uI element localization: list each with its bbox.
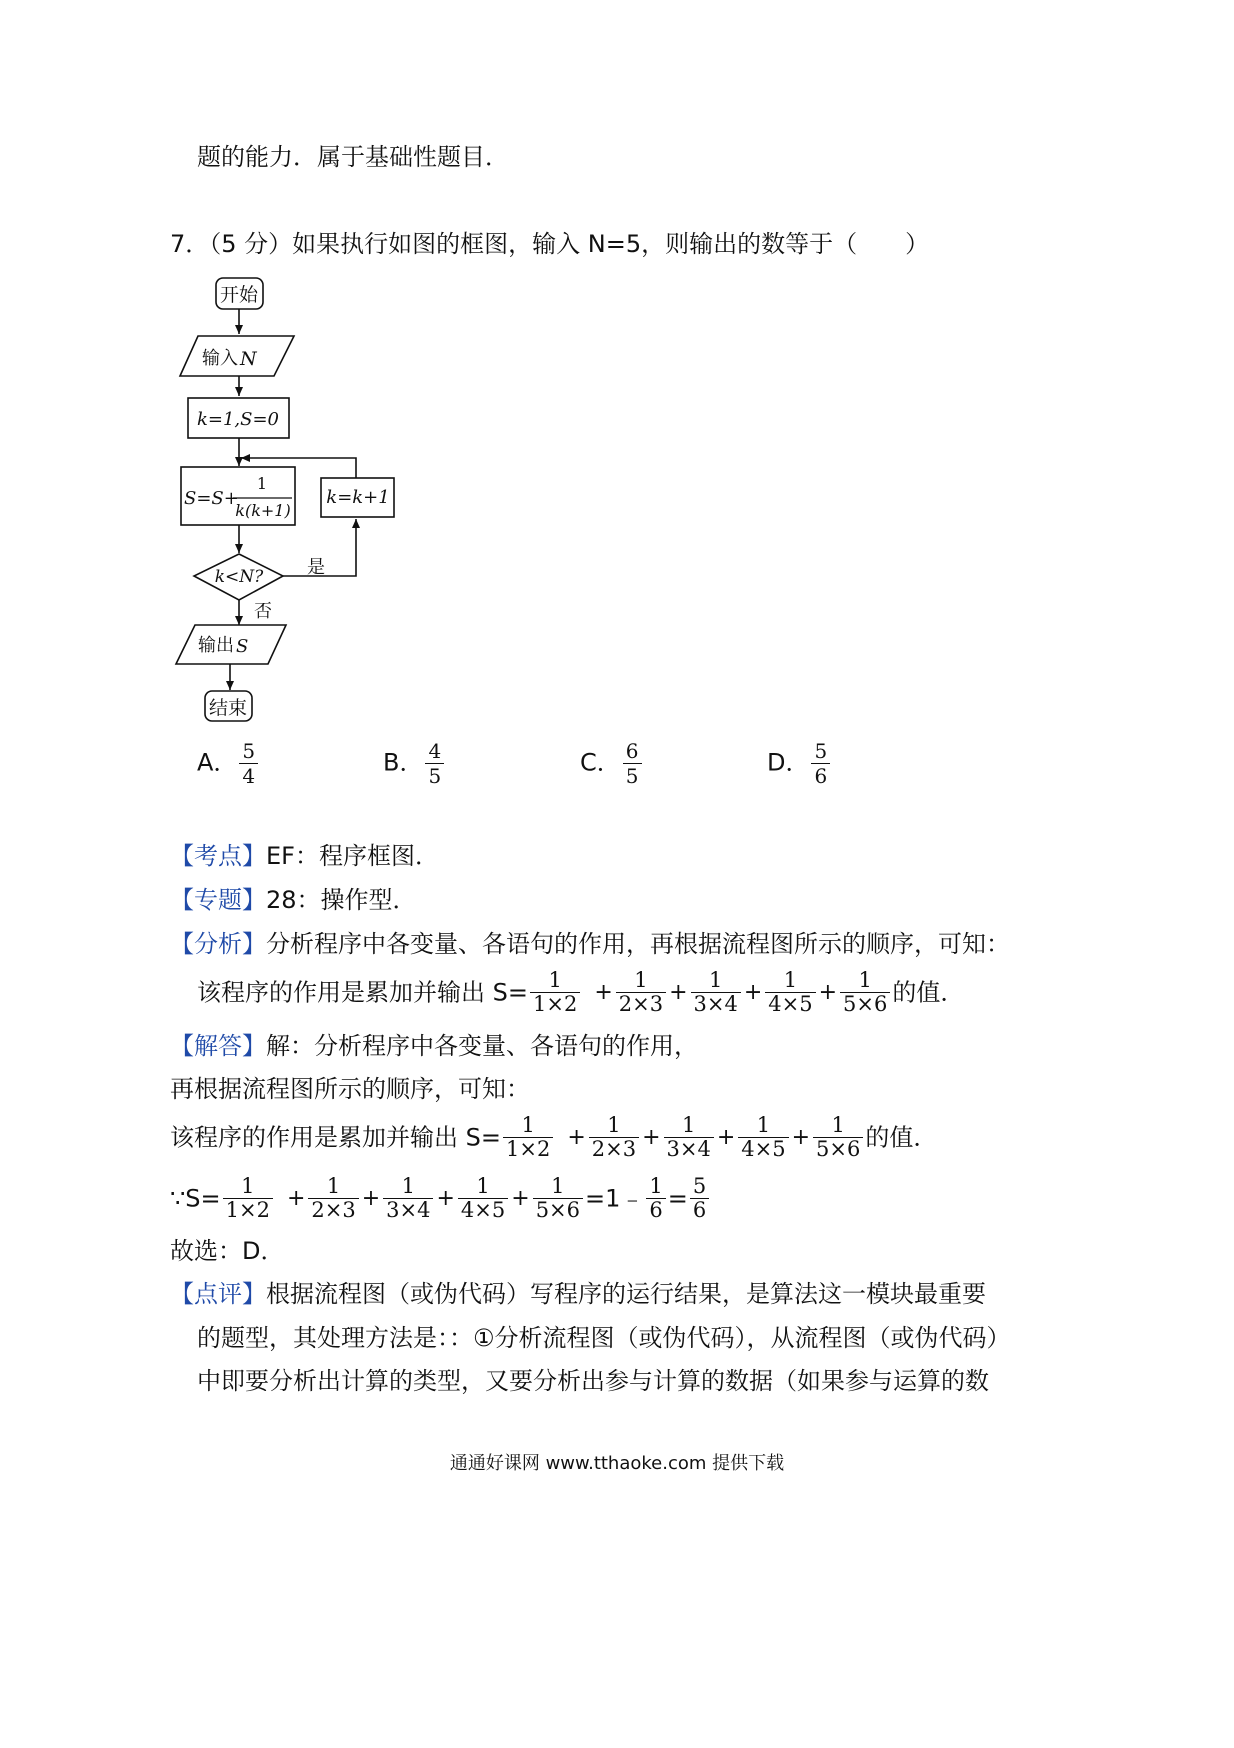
jieda-text: 解：分析程序中各变量、各语句的作用， <box>266 1032 698 1060</box>
plus-sign: + <box>567 1124 586 1150</box>
fraction-denominator: 2×3 <box>616 992 666 1016</box>
flowchart-yes-label: 是 <box>307 557 325 578</box>
dianping-line <box>170 1278 986 1310</box>
fenxi-line <box>170 928 1010 960</box>
option-fraction <box>811 739 830 788</box>
flowchart-no-label: 否 <box>254 601 272 622</box>
plus-sign: + <box>716 1124 736 1150</box>
jieda-proof-mid: =1﹣ <box>585 1184 645 1213</box>
fraction-numerator: 1 <box>521 1113 535 1137</box>
fraction-numerator: 1 <box>708 968 723 992</box>
fraction-numerator: 1 <box>548 968 562 992</box>
jieda-formula-suffix: 的值． <box>865 1123 938 1152</box>
fraction-numerator: 1 <box>326 1174 341 1198</box>
flowchart-condition-label: k<N? <box>214 567 264 587</box>
flowchart-input-var: N <box>240 348 257 370</box>
sum-term <box>458 1175 508 1222</box>
sum-term <box>691 969 741 1016</box>
zhuanti-tag: 【专题】 <box>170 886 266 914</box>
sum-term <box>765 969 815 1016</box>
plus-sign: + <box>286 1185 306 1211</box>
plus-sign: + <box>669 979 688 1005</box>
flowchart-end-label: 结束 <box>208 697 248 719</box>
fraction-denominator: 4×5 <box>765 992 815 1016</box>
fraction-numerator: 1 <box>241 1174 255 1198</box>
sum-term <box>533 1175 583 1222</box>
fraction-denominator: 4×5 <box>458 1198 508 1222</box>
fraction-numerator: 1 <box>649 1174 663 1198</box>
fraction-numerator: 1 <box>551 1174 565 1198</box>
jieda-formula-prefix: 该程序的作用是累加并输出 S= <box>170 1123 501 1152</box>
sum-term <box>616 969 666 1016</box>
fraction-numerator: 1 <box>831 1113 845 1137</box>
fraction-denominator: 4 <box>239 763 258 788</box>
fraction-denominator: 5 <box>425 763 444 788</box>
intro-line: 题的能力．属于基础性题目． <box>197 143 509 171</box>
fraction-denominator: 6 <box>690 1198 709 1222</box>
fraction-denominator: 6 <box>646 1198 665 1222</box>
jieda-proof-prefix: ∵S= <box>170 1184 221 1213</box>
plus-sign: + <box>361 1185 381 1211</box>
fraction-denominator: 6 <box>811 763 830 788</box>
fraction-numerator: 1 <box>783 968 798 992</box>
option-fraction <box>623 739 642 788</box>
flowchart-increment-label: k=k+1 <box>326 487 390 508</box>
plus-sign: + <box>743 979 763 1005</box>
dianping-tag: 【点评】 <box>170 1280 266 1308</box>
footer: 通通好课网 www.tthaoke.com 提供下载 <box>449 1453 785 1474</box>
zhuanti-text: 28：操作型． <box>266 886 417 914</box>
flowchart-output-prefix: 输出 <box>198 635 234 656</box>
option-label: C． <box>580 748 621 777</box>
zhuanti-line <box>170 884 417 916</box>
fraction-numerator: 6 <box>625 739 639 763</box>
fraction-numerator: 1 <box>858 968 872 992</box>
option-b <box>383 739 446 788</box>
equals-sign: = <box>667 1184 688 1213</box>
jieda-proof-line <box>170 1175 711 1222</box>
flowchart-assign-lhs: S=S+ <box>184 488 239 509</box>
sum-term <box>503 1114 553 1161</box>
fraction-numerator: 5 <box>814 739 828 763</box>
sum-term <box>530 969 580 1016</box>
fraction-denominator: 5×6 <box>813 1137 863 1161</box>
flowchart-init-label: k=1,S=0 <box>196 409 280 430</box>
plus-sign: + <box>436 1185 455 1211</box>
jieda-line <box>170 1030 698 1062</box>
fraction-numerator: 4 <box>428 739 442 763</box>
kaodian-text: EF：程序框图． <box>266 842 439 870</box>
fenxi-formula-prefix: 该程序的作用是累加并输出 S= <box>197 978 528 1007</box>
jieda-line-2: 再根据流程图所示的顺序，可知： <box>170 1075 530 1103</box>
fraction-numerator: 5 <box>242 739 256 763</box>
plus-sign: + <box>642 1124 661 1150</box>
kaodian-tag: 【考点】 <box>170 842 266 870</box>
fraction-denominator: 1×2 <box>503 1137 553 1161</box>
option-fraction <box>425 739 444 788</box>
question-text: 7．（5 分）如果执行如图的框图，输入 N=5，则输出的数等于（ ） <box>170 230 930 258</box>
sum-term <box>223 1175 273 1222</box>
option-d <box>767 739 832 788</box>
sum-term <box>589 1114 639 1161</box>
kaodian-line <box>170 840 439 872</box>
option-a <box>197 739 260 788</box>
fraction-denominator: 1×2 <box>223 1198 273 1222</box>
jieda-formula-line <box>170 1114 937 1161</box>
fraction-denominator: 4×5 <box>738 1137 788 1161</box>
sum-term <box>664 1114 714 1161</box>
flowchart <box>160 270 420 730</box>
fraction-denominator: 5×6 <box>840 992 890 1016</box>
fraction-numerator: 1 <box>634 968 648 992</box>
final-fraction <box>690 1175 709 1222</box>
option-label: B． <box>383 748 424 777</box>
fraction-denominator: 5 <box>623 763 642 788</box>
fraction-denominator: 3×4 <box>383 1198 433 1222</box>
fraction-denominator: 2×3 <box>589 1137 639 1161</box>
fraction-denominator: 5×6 <box>533 1198 583 1222</box>
sum-term <box>383 1175 433 1222</box>
fraction-numerator: 5 <box>692 1174 707 1198</box>
dianping-line-2: 的题型，其处理方法是：：①分析流程图（或伪代码），从流程图（或伪代码） <box>197 1324 1011 1352</box>
dianping-line-3: 中即要分析出计算的类型，又要分析出参与计算的数据（如果参与运算的数 <box>197 1367 989 1395</box>
sum-term <box>738 1114 788 1161</box>
flowchart-assign-den: k(k+1) <box>235 501 291 520</box>
jieda-answer: 故选：D． <box>170 1237 285 1265</box>
flowchart-output-var: S <box>236 636 249 657</box>
plus-sign: + <box>594 979 613 1005</box>
fenxi-text: 分析程序中各变量、各语句的作用，再根据流程图所示的顺序，可知： <box>266 930 1010 958</box>
dianping-text: 根据流程图（或伪代码）写程序的运行结果，是算法这一模块最重要 <box>266 1280 986 1308</box>
result-fraction <box>646 1175 665 1222</box>
fraction-numerator: 1 <box>607 1113 621 1137</box>
option-fraction <box>239 739 258 788</box>
flowchart-input-prefix: 输入 <box>202 348 238 369</box>
plus-sign: + <box>511 1185 530 1211</box>
fraction-denominator: 3×4 <box>664 1137 714 1161</box>
fenxi-formula-line <box>197 969 964 1016</box>
fraction-numerator: 1 <box>401 1174 415 1198</box>
fraction-numerator: 1 <box>681 1113 696 1137</box>
jieda-tag: 【解答】 <box>170 1032 266 1060</box>
fraction-denominator: 3×4 <box>691 992 741 1016</box>
fenxi-tag: 【分析】 <box>170 930 266 958</box>
option-label: A． <box>197 748 238 777</box>
flowchart-assign-num: 1 <box>256 474 268 493</box>
fraction-denominator: 2×3 <box>308 1198 358 1222</box>
plus-sign: + <box>791 1124 811 1150</box>
fraction-numerator: 1 <box>476 1174 490 1198</box>
fraction-denominator: 1×2 <box>530 992 580 1016</box>
sum-term <box>308 1175 358 1222</box>
sum-term <box>813 1114 863 1161</box>
option-label: D． <box>767 748 810 777</box>
option-c <box>580 739 644 788</box>
fraction-numerator: 1 <box>756 1113 771 1137</box>
plus-sign: + <box>818 979 838 1005</box>
flowchart-start-label: 开始 <box>219 284 259 306</box>
sum-term <box>840 969 890 1016</box>
fenxi-formula-suffix: 的值． <box>892 978 965 1007</box>
